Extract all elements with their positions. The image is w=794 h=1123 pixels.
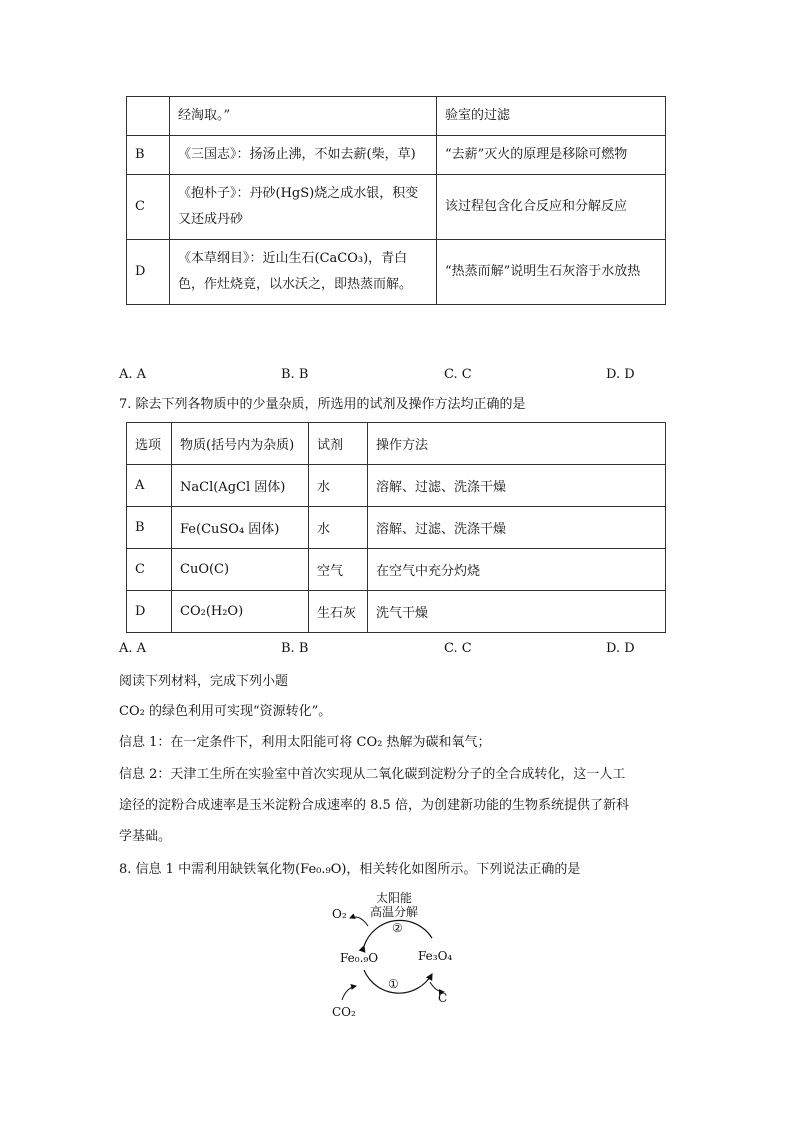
option-b[interactable]: B. B (281, 641, 309, 656)
o2-label: O₂ (332, 907, 347, 921)
passage-line: CO₂ 的绿色利用可实现“资源转化”。 (119, 704, 332, 719)
explanation-text: 该过程包含化合反应和分解反应 (437, 175, 666, 240)
passage-intro: 阅读下列材料，完成下列小题 (119, 674, 289, 689)
option-d[interactable]: D. D (606, 367, 635, 382)
quote-text: 《本草纲目》：近山生石(CaCO₃)，青白色，作灶烧竟，以水沃之，即热蒸而解。 (170, 240, 437, 305)
cell-substance: CuO(C) (172, 549, 309, 591)
info-2-line-1: 信息 2：天津工生所在实验室中首次实现从二氧化碳到淀粉分子的全合成转化，这一人工 (119, 767, 626, 782)
o2-release-arrow (350, 917, 368, 926)
header-method: 操作方法 (368, 423, 666, 465)
option-d[interactable]: D. D (606, 641, 635, 656)
info-2-line-2: 途径的淀粉合成速率是玉米淀粉合成速率的 8.5 倍，为创建新功能的生物系统提供了新科 (119, 798, 629, 813)
solar-energy-label: 太阳能 (376, 891, 413, 905)
co2-input-arrow (342, 986, 356, 1000)
answer-options-q6 (0, 367, 794, 385)
carbon-label: C (438, 991, 448, 1005)
cell-reagent: 生石灰 (309, 591, 368, 633)
option-label (127, 97, 170, 136)
table-row (127, 507, 666, 549)
step-2-marker: ② (392, 921, 403, 935)
info-1: 信息 1：在一定条件下，利用太阳能可将 CO₂ 热解为碳和氧气； (119, 735, 491, 750)
table-row (127, 549, 666, 591)
table-row (127, 97, 666, 136)
question-8: 8. 信息 1 中需利用缺铁氧化物(Fe₀.₉O)，相关转化如图所示。下列说法正确的是 (119, 862, 581, 877)
cell-substance: CO₂(H₂O) (172, 591, 309, 633)
cell-option: B (127, 507, 172, 549)
cell-substance: Fe(CuSO₄ 固体) (172, 507, 309, 549)
choices-table-q6 (126, 96, 666, 305)
cell-substance: NaCl(AgCl 固体) (172, 465, 309, 507)
cell-method: 溶解、过滤、洗涤干燥 (368, 465, 666, 507)
table-row (127, 591, 666, 633)
cell-reagent: 水 (309, 507, 368, 549)
answer-options-q7 (0, 641, 794, 659)
table-row (127, 240, 666, 305)
info-2-line-3: 学基础。 (119, 829, 172, 844)
cell-option: D (127, 591, 172, 633)
fe3o4-label: Fe₃O₄ (418, 949, 453, 963)
table-row (127, 465, 666, 507)
quote-text: 经淘取。” (170, 97, 437, 136)
option-a[interactable]: A. A (119, 641, 147, 656)
explanation-text: “去薪”灭火的原理是移除可燃物 (437, 136, 666, 175)
option-label: B (127, 136, 170, 175)
cell-reagent: 水 (309, 465, 368, 507)
table-header-row (127, 423, 666, 465)
cell-method: 溶解、过滤、洗涤干燥 (368, 507, 666, 549)
table-row (127, 136, 666, 175)
header-option: 选项 (127, 423, 172, 465)
step-1-marker: ① (388, 977, 399, 991)
cell-option: A (127, 465, 172, 507)
option-label: C (127, 175, 170, 240)
high-temp-decompose-label: 高温分解 (370, 905, 419, 919)
option-c[interactable]: C. C (444, 367, 472, 382)
impurity-table-q7 (126, 422, 666, 633)
header-substance: 物质(括号内为杂质) (172, 423, 309, 465)
question-7: 7. 除去下列各物质中的少量杂质，所选用的试剂及操作方法均正确的是 (119, 397, 526, 412)
quote-text: 《三国志》：扬汤止沸，不如去薪(柴，草) (170, 136, 437, 175)
quote-text: 《抱朴子》：丹砂(HgS)烧之成水银，积变又还成丹砂 (170, 175, 437, 240)
table-row (127, 175, 666, 240)
cell-method: 洗气干燥 (368, 591, 666, 633)
iron-oxide-cycle-diagram (320, 888, 480, 1028)
option-a[interactable]: A. A (119, 367, 147, 382)
option-c[interactable]: C. C (444, 641, 472, 656)
header-reagent: 试剂 (309, 423, 368, 465)
cell-reagent: 空气 (309, 549, 368, 591)
co2-label: CO₂ (332, 1005, 356, 1019)
cell-method: 在空气中充分灼烧 (368, 549, 666, 591)
explanation-text: 验室的过滤 (437, 97, 666, 136)
option-label: D (127, 240, 170, 305)
fe09o-label: Fe₀.₉O (340, 951, 379, 965)
cell-option: C (127, 549, 172, 591)
option-b[interactable]: B. B (281, 367, 309, 382)
explanation-text: “热蒸而解”说明生石灰溶于水放热 (437, 240, 666, 305)
